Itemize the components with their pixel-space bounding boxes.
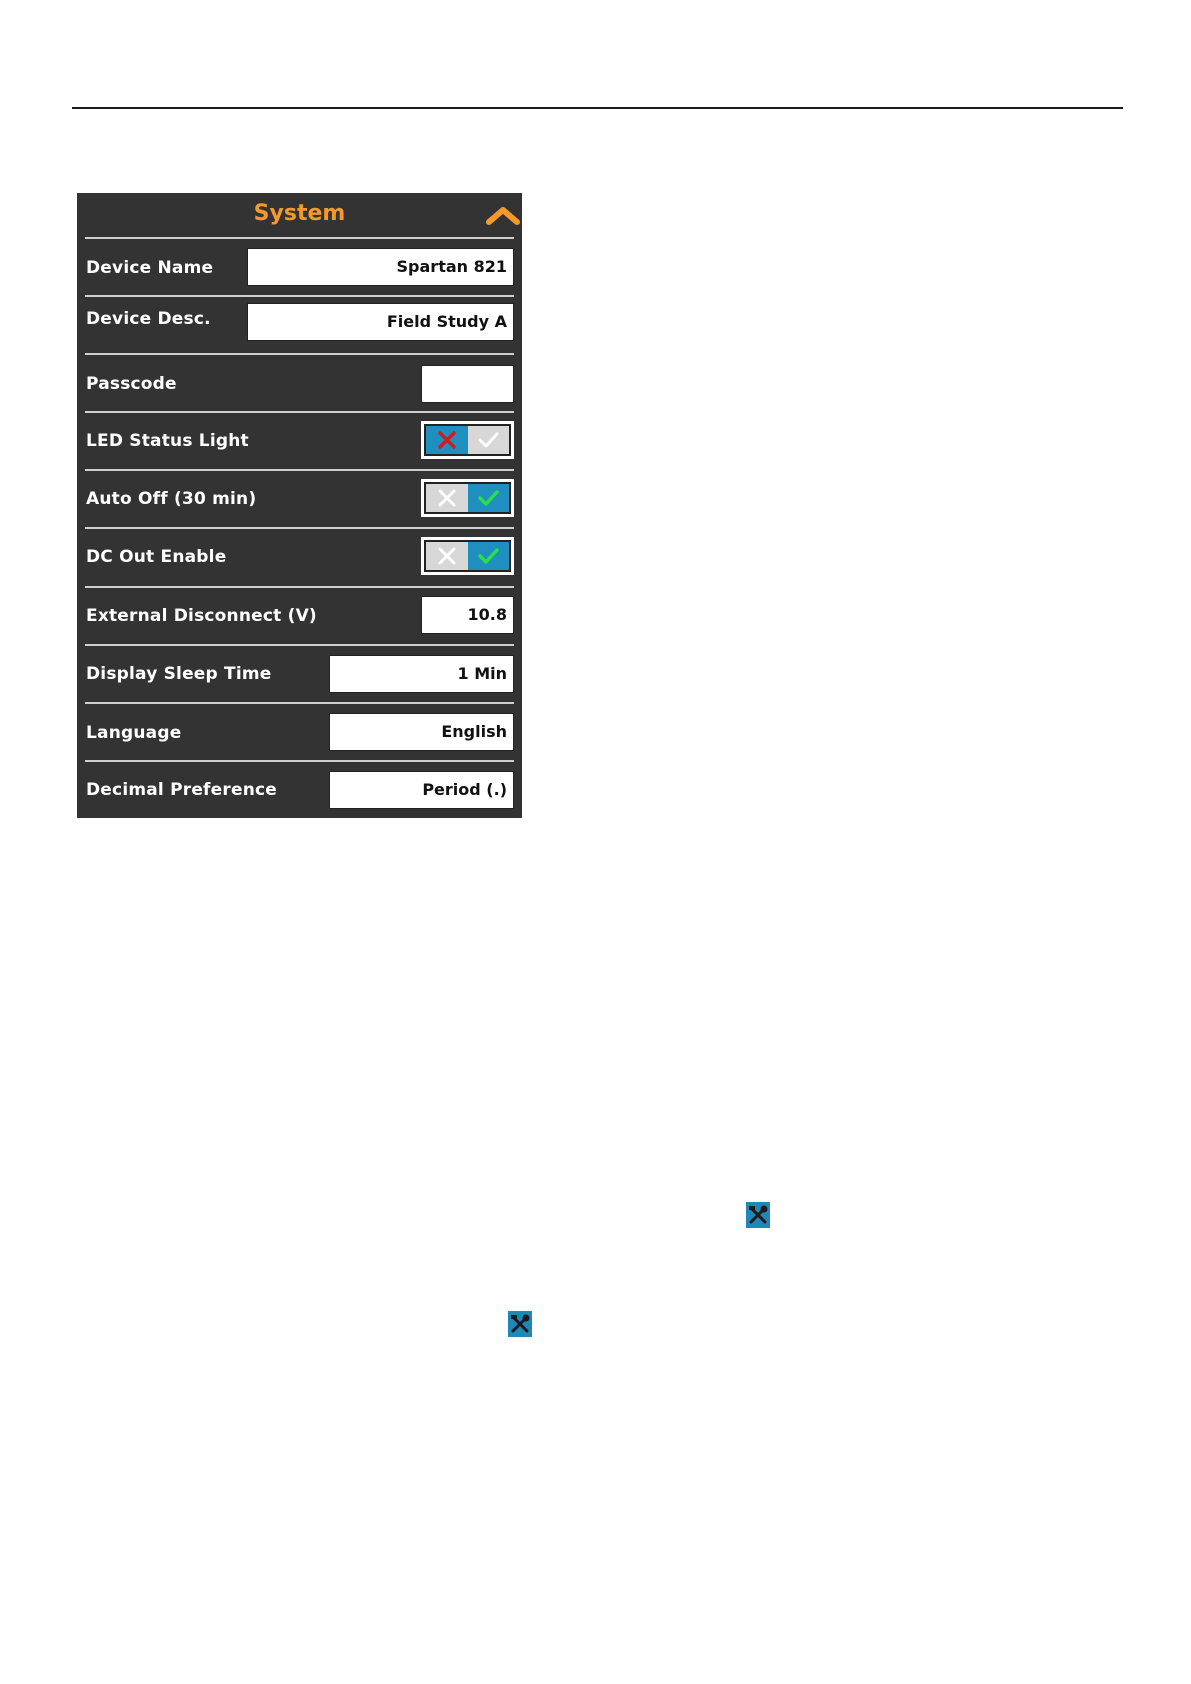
display-sleep-time-label: Display Sleep Time xyxy=(86,664,272,684)
divider xyxy=(85,760,514,762)
divider xyxy=(85,702,514,704)
toggle-on-segment[interactable] xyxy=(468,542,510,570)
panel-header xyxy=(77,193,522,239)
chevron-up-icon xyxy=(486,204,520,226)
tools-icon xyxy=(746,1202,770,1228)
language-select[interactable]: English xyxy=(329,713,514,751)
tools-icon xyxy=(508,1311,532,1337)
decimal-preference-label: Decimal Preference xyxy=(86,780,277,800)
toggle-on-segment[interactable] xyxy=(468,426,510,454)
auto-off-toggle[interactable] xyxy=(421,479,514,517)
check-icon xyxy=(476,546,500,566)
toggle-off-segment[interactable] xyxy=(426,542,468,570)
toggle-off-segment[interactable] xyxy=(426,426,468,454)
system-settings-panel xyxy=(77,193,522,818)
x-icon xyxy=(436,546,458,566)
decimal-preference-select[interactable]: Period (.) xyxy=(329,771,514,809)
device-name-field[interactable]: Spartan 821 xyxy=(247,248,514,286)
check-icon xyxy=(476,488,500,508)
divider xyxy=(85,644,514,646)
passcode-label: Passcode xyxy=(86,374,177,394)
auto-off-label: Auto Off (30 min) xyxy=(86,489,257,509)
external-disconnect-label: External Disconnect (V) xyxy=(86,606,317,626)
page-top-rule xyxy=(72,107,1123,109)
dc-out-enable-toggle[interactable] xyxy=(421,537,514,575)
toggle-on-segment[interactable] xyxy=(468,484,510,512)
divider xyxy=(85,586,514,588)
language-label: Language xyxy=(86,723,182,743)
device-desc-label: Device Desc. xyxy=(86,309,211,329)
device-desc-field[interactable]: Field Study A xyxy=(247,303,514,341)
check-icon xyxy=(476,430,500,450)
display-sleep-time-select[interactable]: 1 Min xyxy=(329,655,514,693)
divider xyxy=(85,295,514,297)
divider xyxy=(85,411,514,413)
external-disconnect-field[interactable]: 10.8 xyxy=(421,596,514,634)
dc-out-enable-label: DC Out Enable xyxy=(86,547,227,567)
led-status-light-toggle[interactable] xyxy=(421,421,514,459)
collapse-button[interactable] xyxy=(486,204,520,226)
x-icon xyxy=(436,488,458,508)
divider xyxy=(85,469,514,471)
divider xyxy=(85,527,514,529)
divider xyxy=(85,237,514,239)
device-name-label: Device Name xyxy=(86,258,214,278)
toggle-off-segment[interactable] xyxy=(426,484,468,512)
panel-title: System xyxy=(253,201,346,226)
divider xyxy=(85,353,514,355)
passcode-field[interactable] xyxy=(421,365,514,403)
led-status-light-label: LED Status Light xyxy=(86,431,249,451)
x-icon xyxy=(436,430,458,450)
